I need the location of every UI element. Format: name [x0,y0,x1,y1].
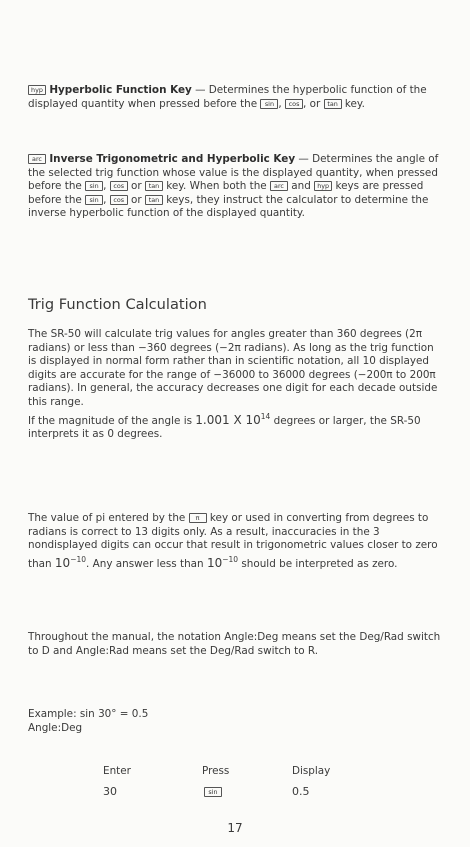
threshold-exponent: −10 [70,554,87,564]
p1-text-b: If the magnitude of the angle is [28,414,196,427]
arc-text-b: key. When both the [162,180,270,193]
pi-key-icon: π [189,513,207,523]
p2-text-d: should be interpreted as zero. [238,557,398,570]
threshold-exponent: −10 [222,554,239,564]
separator: , [103,193,110,206]
magnitude-value: 1.001 X 10 [195,412,261,427]
arc-key-description [28,153,444,221]
pi-accuracy-paragraph [28,512,444,571]
p1-text-c: degrees or larger, the SR-50 interprets it as 0 degrees. [28,414,421,441]
arc-text-a: — Determines the angle of the selected trig function whose value is the displayed quantity, when pressed before the [28,153,439,193]
p1-text-a: The SR-50 will calculate trig values for angles greater than 360 degrees (2π radians) or less than −360 degrees (−2π radians). As long as the trig function is displayed in normal form rather than in scientific notation, all 10 displayed digits are accurate for the range of −36000 to 36000 degrees (−200π to 200π radians). In general, the accuracy decreases one digit for each decade outside this range. [28,328,438,408]
tan-key-icon: tan [324,99,342,109]
cell-display: 0.5 [292,785,310,798]
header-enter: Enter [103,765,131,777]
arc-text-c: and [288,180,315,193]
hyp-text-b: key. [341,97,365,110]
arc-key-icon: arc [28,154,46,164]
page-number: 17 [227,821,243,835]
notation-paragraph: Throughout the manual, the notation Angle:Deg means set the Deg/Rad switch to D and Angle:Rad means set the Deg/Rad switch to R. [28,631,441,657]
cos-key-icon: cos [285,99,303,109]
separator: , or [303,97,324,110]
tan-key-icon: tan [145,181,163,191]
arc-text-e: keys, they instruct the calculator to determine the inverse hyperbolic function of the displayed quantity. [28,193,429,220]
tan-key-icon: tan [145,195,163,205]
sin-key-icon: sin [85,181,103,191]
sin-key-icon: sin [85,195,103,205]
threshold-base: 10 [54,555,71,570]
separator: , [103,180,110,193]
threshold-base: 10 [206,555,223,570]
separator: or [127,180,145,193]
cell-enter: 30 [103,785,117,798]
sin-key-icon: sin [204,787,222,797]
header-display: Display [292,765,331,777]
p2-text-a: The value of pi entered by the [28,512,189,524]
trig-range-paragraph [28,328,444,442]
hyp-text-a: — Determines the hyperbolic function of the displayed quantity when pressed before the [28,84,427,110]
header-press: Press [202,765,230,777]
separator: , [278,97,286,110]
keystroke-table [0,765,470,805]
magnitude-exponent: 14 [260,411,271,421]
p2-text-c: . Any answer less than [86,557,207,570]
arc-key-icon: arc [270,181,288,191]
p2-text-b: key or used in converting from degrees to radians is correct to 13 digits only. As a result, inaccuracies in the 3 nondisplayed digits can occur that result in trigonometric values closer to zero than [28,512,438,570]
sin-key-icon: sin [260,99,278,109]
angle-mode-line: Angle:Deg [28,721,83,734]
hyp-key-icon: hyp [28,85,46,95]
example-line: Example: sin 30° = 0.5 [28,708,149,720]
hyp-key-description [28,84,444,111]
section-title: Trig Function Calculation [28,296,207,313]
arc-heading: Inverse Trigonometric and Hyperbolic Key [49,153,296,165]
hyp-key-icon: hyp [314,181,332,191]
cos-key-icon: cos [110,181,128,191]
example-block [28,708,444,735]
cos-key-icon: cos [110,195,128,205]
separator: or [127,193,145,206]
arc-text-d: keys are pressed before the [28,180,424,206]
hyp-heading: Hyperbolic Function Key [49,84,192,96]
